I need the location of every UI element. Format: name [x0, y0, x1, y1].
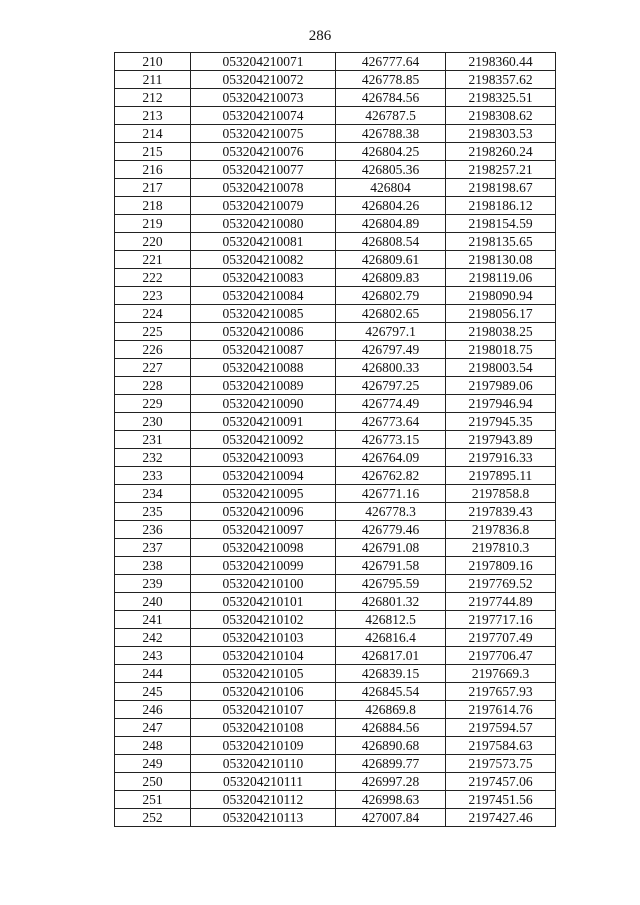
table-row	[115, 233, 556, 251]
parcel-id-cell: 053204210089	[191, 377, 336, 395]
table-row	[115, 701, 556, 719]
parcel-id-cell: 053204210088	[191, 359, 336, 377]
x-coordinate-cell: 426791.08	[336, 539, 446, 557]
parcel-id-cell: 053204210096	[191, 503, 336, 521]
y-coordinate-cell: 2198038.25	[446, 323, 556, 341]
table-row	[115, 215, 556, 233]
parcel-id-cell: 053204210079	[191, 197, 336, 215]
parcel-id-cell: 053204210101	[191, 593, 336, 611]
row-number-cell: 225	[115, 323, 191, 341]
parcel-id-cell: 053204210080	[191, 215, 336, 233]
parcel-id-cell: 053204210084	[191, 287, 336, 305]
table-row	[115, 629, 556, 647]
y-coordinate-cell: 2197614.76	[446, 701, 556, 719]
row-number-cell: 231	[115, 431, 191, 449]
x-coordinate-cell: 426804	[336, 179, 446, 197]
table-row	[115, 449, 556, 467]
row-number-cell: 220	[115, 233, 191, 251]
table-row	[115, 269, 556, 287]
row-number-cell: 217	[115, 179, 191, 197]
parcel-id-cell: 053204210109	[191, 737, 336, 755]
y-coordinate-cell: 2197669.3	[446, 665, 556, 683]
table-row	[115, 71, 556, 89]
row-number-cell: 234	[115, 485, 191, 503]
table-row	[115, 197, 556, 215]
table-row	[115, 413, 556, 431]
row-number-cell: 230	[115, 413, 191, 431]
x-coordinate-cell: 426816.4	[336, 629, 446, 647]
row-number-cell: 236	[115, 521, 191, 539]
x-coordinate-cell: 426762.82	[336, 467, 446, 485]
y-coordinate-cell: 2198186.12	[446, 197, 556, 215]
x-coordinate-cell: 426797.1	[336, 323, 446, 341]
row-number-cell: 239	[115, 575, 191, 593]
page-number: 286	[308, 28, 332, 44]
y-coordinate-cell: 2197769.52	[446, 575, 556, 593]
y-coordinate-cell: 2198090.94	[446, 287, 556, 305]
y-coordinate-cell: 2197945.35	[446, 413, 556, 431]
x-coordinate-cell: 426869.8	[336, 701, 446, 719]
y-coordinate-cell: 2197427.46	[446, 809, 556, 827]
y-coordinate-cell: 2197657.93	[446, 683, 556, 701]
parcel-id-cell: 053204210083	[191, 269, 336, 287]
table-row	[115, 359, 556, 377]
parcel-id-cell: 053204210072	[191, 71, 336, 89]
parcel-id-cell: 053204210094	[191, 467, 336, 485]
row-number-cell: 221	[115, 251, 191, 269]
y-coordinate-cell: 2197943.89	[446, 431, 556, 449]
x-coordinate-cell: 426998.63	[336, 791, 446, 809]
row-number-cell: 216	[115, 161, 191, 179]
table-row	[115, 251, 556, 269]
y-coordinate-cell: 2198119.06	[446, 269, 556, 287]
y-coordinate-cell: 2198260.24	[446, 143, 556, 161]
table-row	[115, 485, 556, 503]
table-row	[115, 107, 556, 125]
x-coordinate-cell: 426797.25	[336, 377, 446, 395]
x-coordinate-cell: 426808.54	[336, 233, 446, 251]
table-row	[115, 467, 556, 485]
x-coordinate-cell: 426805.36	[336, 161, 446, 179]
x-coordinate-cell: 426997.28	[336, 773, 446, 791]
y-coordinate-cell: 2197584.63	[446, 737, 556, 755]
table-row	[115, 773, 556, 791]
row-number-cell: 244	[115, 665, 191, 683]
y-coordinate-cell: 2197707.49	[446, 629, 556, 647]
x-coordinate-cell: 426801.32	[336, 593, 446, 611]
table-row	[115, 719, 556, 737]
parcel-id-cell: 053204210086	[191, 323, 336, 341]
table-row	[115, 341, 556, 359]
table-row	[115, 125, 556, 143]
row-number-cell: 243	[115, 647, 191, 665]
table-row	[115, 737, 556, 755]
parcel-id-cell: 053204210078	[191, 179, 336, 197]
parcel-id-cell: 053204210098	[191, 539, 336, 557]
y-coordinate-cell: 2198308.62	[446, 107, 556, 125]
x-coordinate-cell: 426778.85	[336, 71, 446, 89]
y-coordinate-cell: 2197594.57	[446, 719, 556, 737]
y-coordinate-cell: 2198357.62	[446, 71, 556, 89]
y-coordinate-cell: 2198303.53	[446, 125, 556, 143]
row-number-cell: 224	[115, 305, 191, 323]
y-coordinate-cell: 2197810.3	[446, 539, 556, 557]
table-row	[115, 665, 556, 683]
parcel-id-cell: 053204210095	[191, 485, 336, 503]
x-coordinate-cell: 426804.89	[336, 215, 446, 233]
table-row	[115, 809, 556, 827]
row-number-cell: 214	[115, 125, 191, 143]
x-coordinate-cell: 426779.46	[336, 521, 446, 539]
parcel-id-cell: 053204210073	[191, 89, 336, 107]
table-row	[115, 791, 556, 809]
row-number-cell: 252	[115, 809, 191, 827]
table-row	[115, 89, 556, 107]
parcel-id-cell: 053204210087	[191, 341, 336, 359]
y-coordinate-cell: 2198325.51	[446, 89, 556, 107]
table-row	[115, 53, 556, 71]
parcel-id-cell: 053204210105	[191, 665, 336, 683]
row-number-cell: 241	[115, 611, 191, 629]
table-row	[115, 161, 556, 179]
parcel-id-cell: 053204210091	[191, 413, 336, 431]
row-number-cell: 218	[115, 197, 191, 215]
table-row	[115, 503, 556, 521]
y-coordinate-cell: 2198056.17	[446, 305, 556, 323]
parcel-id-cell: 053204210090	[191, 395, 336, 413]
parcel-id-cell: 053204210076	[191, 143, 336, 161]
x-coordinate-cell: 426809.61	[336, 251, 446, 269]
row-number-cell: 238	[115, 557, 191, 575]
parcel-id-cell: 053204210103	[191, 629, 336, 647]
parcel-id-cell: 053204210112	[191, 791, 336, 809]
row-number-cell: 248	[115, 737, 191, 755]
y-coordinate-cell: 2197573.75	[446, 755, 556, 773]
parcel-id-cell: 053204210077	[191, 161, 336, 179]
row-number-cell: 251	[115, 791, 191, 809]
x-coordinate-cell: 427007.84	[336, 809, 446, 827]
y-coordinate-cell: 2197989.06	[446, 377, 556, 395]
x-coordinate-cell: 426788.38	[336, 125, 446, 143]
table-row	[115, 323, 556, 341]
table-row	[115, 287, 556, 305]
y-coordinate-cell: 2198198.67	[446, 179, 556, 197]
parcel-id-cell: 053204210097	[191, 521, 336, 539]
x-coordinate-cell: 426791.58	[336, 557, 446, 575]
y-coordinate-cell: 2198018.75	[446, 341, 556, 359]
table-row	[115, 305, 556, 323]
x-coordinate-cell: 426812.5	[336, 611, 446, 629]
row-number-cell: 226	[115, 341, 191, 359]
parcel-id-cell: 053204210082	[191, 251, 336, 269]
y-coordinate-cell: 2198130.08	[446, 251, 556, 269]
parcel-id-cell: 053204210110	[191, 755, 336, 773]
row-number-cell: 232	[115, 449, 191, 467]
row-number-cell: 235	[115, 503, 191, 521]
y-coordinate-cell: 2197836.8	[446, 521, 556, 539]
parcel-id-cell: 053204210104	[191, 647, 336, 665]
row-number-cell: 210	[115, 53, 191, 71]
y-coordinate-cell: 2197809.16	[446, 557, 556, 575]
x-coordinate-cell: 426804.26	[336, 197, 446, 215]
parcel-id-cell: 053204210100	[191, 575, 336, 593]
x-coordinate-cell: 426804.25	[336, 143, 446, 161]
row-number-cell: 212	[115, 89, 191, 107]
row-number-cell: 215	[115, 143, 191, 161]
x-coordinate-cell: 426800.33	[336, 359, 446, 377]
row-number-cell: 228	[115, 377, 191, 395]
parcel-id-cell: 053204210081	[191, 233, 336, 251]
table-row	[115, 647, 556, 665]
y-coordinate-cell: 2198003.54	[446, 359, 556, 377]
table-row	[115, 575, 556, 593]
x-coordinate-cell: 426802.79	[336, 287, 446, 305]
table-row	[115, 179, 556, 197]
x-coordinate-cell: 426777.64	[336, 53, 446, 71]
row-number-cell: 250	[115, 773, 191, 791]
y-coordinate-cell: 2198257.21	[446, 161, 556, 179]
row-number-cell: 223	[115, 287, 191, 305]
row-number-cell: 222	[115, 269, 191, 287]
parcel-id-cell: 053204210093	[191, 449, 336, 467]
x-coordinate-cell: 426890.68	[336, 737, 446, 755]
parcel-id-cell: 053204210108	[191, 719, 336, 737]
x-coordinate-cell: 426778.3	[336, 503, 446, 521]
row-number-cell: 213	[115, 107, 191, 125]
y-coordinate-cell: 2198135.65	[446, 233, 556, 251]
parcel-id-cell: 053204210111	[191, 773, 336, 791]
y-coordinate-cell: 2197706.47	[446, 647, 556, 665]
y-coordinate-cell: 2198360.44	[446, 53, 556, 71]
x-coordinate-cell: 426771.16	[336, 485, 446, 503]
x-coordinate-cell: 426787.5	[336, 107, 446, 125]
parcel-id-cell: 053204210106	[191, 683, 336, 701]
y-coordinate-cell: 2197895.11	[446, 467, 556, 485]
table-row	[115, 521, 556, 539]
parcel-id-cell: 053204210074	[191, 107, 336, 125]
x-coordinate-cell: 426817.01	[336, 647, 446, 665]
x-coordinate-cell: 426845.54	[336, 683, 446, 701]
parcel-id-cell: 053204210107	[191, 701, 336, 719]
table-row	[115, 431, 556, 449]
row-number-cell: 227	[115, 359, 191, 377]
x-coordinate-cell: 426899.77	[336, 755, 446, 773]
row-number-cell: 237	[115, 539, 191, 557]
parcel-id-cell: 053204210075	[191, 125, 336, 143]
table-row	[115, 395, 556, 413]
y-coordinate-cell: 2197858.8	[446, 485, 556, 503]
table-row	[115, 557, 556, 575]
y-coordinate-cell: 2197946.94	[446, 395, 556, 413]
row-number-cell: 211	[115, 71, 191, 89]
row-number-cell: 229	[115, 395, 191, 413]
y-coordinate-cell: 2197717.16	[446, 611, 556, 629]
y-coordinate-cell: 2197744.89	[446, 593, 556, 611]
coordinate-table	[114, 52, 556, 827]
x-coordinate-cell: 426802.65	[336, 305, 446, 323]
table-row	[115, 143, 556, 161]
row-number-cell: 246	[115, 701, 191, 719]
row-number-cell: 245	[115, 683, 191, 701]
row-number-cell: 249	[115, 755, 191, 773]
table-row	[115, 593, 556, 611]
table-row	[115, 755, 556, 773]
x-coordinate-cell: 426784.56	[336, 89, 446, 107]
table-row	[115, 539, 556, 557]
x-coordinate-cell: 426797.49	[336, 341, 446, 359]
table-row	[115, 683, 556, 701]
parcel-id-cell: 053204210085	[191, 305, 336, 323]
y-coordinate-cell: 2197451.56	[446, 791, 556, 809]
row-number-cell: 219	[115, 215, 191, 233]
parcel-id-cell: 053204210071	[191, 53, 336, 71]
x-coordinate-cell: 426773.15	[336, 431, 446, 449]
y-coordinate-cell: 2197457.06	[446, 773, 556, 791]
y-coordinate-cell: 2197916.33	[446, 449, 556, 467]
x-coordinate-cell: 426774.49	[336, 395, 446, 413]
parcel-id-cell: 053204210099	[191, 557, 336, 575]
parcel-id-cell: 053204210102	[191, 611, 336, 629]
row-number-cell: 242	[115, 629, 191, 647]
parcel-id-cell: 053204210092	[191, 431, 336, 449]
table-row	[115, 611, 556, 629]
x-coordinate-cell: 426839.15	[336, 665, 446, 683]
y-coordinate-cell: 2198154.59	[446, 215, 556, 233]
y-coordinate-cell: 2197839.43	[446, 503, 556, 521]
row-number-cell: 233	[115, 467, 191, 485]
coordinate-table-body	[115, 53, 556, 827]
x-coordinate-cell: 426773.64	[336, 413, 446, 431]
x-coordinate-cell: 426884.56	[336, 719, 446, 737]
x-coordinate-cell: 426795.59	[336, 575, 446, 593]
table-row	[115, 377, 556, 395]
row-number-cell: 247	[115, 719, 191, 737]
parcel-id-cell: 053204210113	[191, 809, 336, 827]
x-coordinate-cell: 426809.83	[336, 269, 446, 287]
row-number-cell: 240	[115, 593, 191, 611]
x-coordinate-cell: 426764.09	[336, 449, 446, 467]
